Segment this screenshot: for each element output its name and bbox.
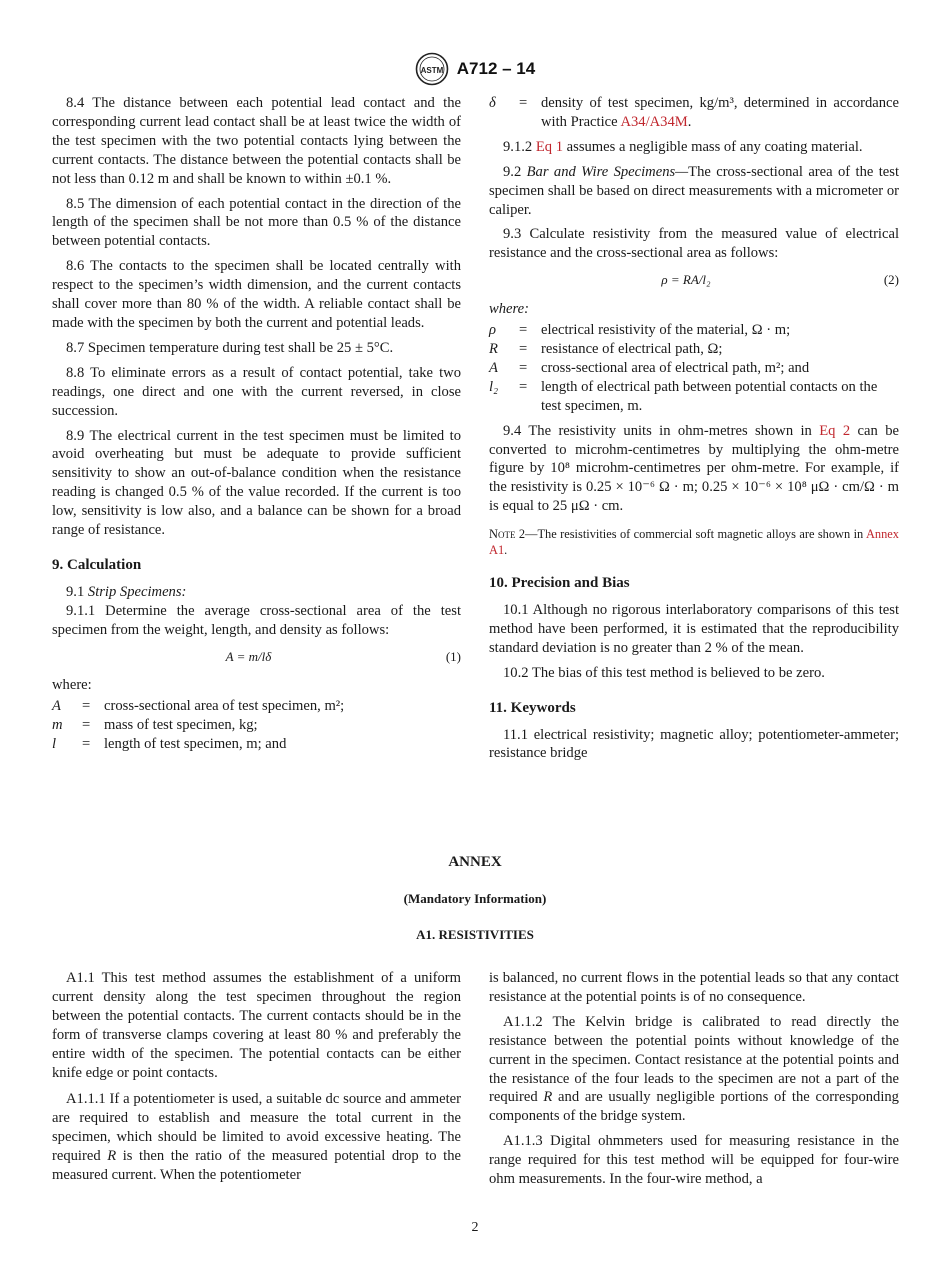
section-heading-9: 9. Calculation bbox=[52, 556, 142, 573]
left-column-top bbox=[52, 94, 461, 754]
definition-equals: = bbox=[82, 736, 91, 753]
definition-equals: = bbox=[519, 378, 528, 395]
astm-logo-icon bbox=[415, 52, 449, 86]
definition-symbol: A bbox=[489, 359, 498, 376]
equation-1-number: (1) bbox=[445, 648, 461, 664]
definition-symbol: A bbox=[52, 698, 61, 715]
section-heading-10: 10. Precision and Bias bbox=[489, 575, 630, 592]
definition-text: cross-sectional area of electrical path, m²; and bbox=[541, 359, 810, 376]
definition-equals: = bbox=[519, 359, 528, 376]
right-column-bottom bbox=[489, 969, 899, 1195]
definition-symbol: l₂ bbox=[489, 378, 499, 395]
paragraph-8-7: 8.7 Specimen temperature during test shall be 25 ± 5°C. bbox=[66, 339, 394, 356]
equation-1 bbox=[52, 648, 461, 667]
annex-subtitle: (Mandatory Information) bbox=[403, 891, 547, 906]
equation-1-formula: A = m/lδ bbox=[225, 648, 272, 664]
definition-text: electrical resistivity of the material, Ω · m; bbox=[541, 322, 791, 339]
paragraph-continuation: is balanced, no current flows in the potential leads so that any contact resistance at the potential points is of no consequence. bbox=[489, 970, 899, 1005]
definition-equals: = bbox=[82, 698, 91, 715]
definition-equals: = bbox=[82, 717, 91, 734]
definition-row bbox=[489, 321, 899, 340]
paragraph-9-1-2: 9.1.2 Eq 1 assumes a negligible mass of any coating material. bbox=[503, 138, 863, 155]
definition-symbol: m bbox=[52, 717, 63, 734]
definition-row bbox=[489, 340, 899, 359]
definition-row bbox=[52, 697, 461, 716]
definition-text: length of test specimen, m; and bbox=[104, 736, 287, 753]
left-column-bottom bbox=[52, 969, 461, 1191]
equation-2 bbox=[489, 271, 899, 290]
link-a34[interactable]: A34/A34M bbox=[620, 113, 688, 130]
note-2: Note 2—The resistivities of commercial soft magnetic alloys are shown in Annex A1. bbox=[489, 527, 899, 558]
paragraph-8-8: 8.8 To eliminate errors as a result of contact potential, take two readings, one direct and one with the current reversed, in close succession. bbox=[52, 364, 461, 419]
paragraph-8-5: 8.5 The dimension of each potential contact in the direction of the length of the specimen shall be not more than 0.5 % of the distance between potential contacts. bbox=[52, 195, 461, 250]
paragraph-10-1: 10.1 Although no rigorous interlaboratory comparisons of this test method have been performed, it is estimated that the reproducibility standard deviation is no greater than 2 % of the mean. bbox=[489, 602, 899, 656]
document-designation: A712 – 14 bbox=[456, 59, 536, 78]
definition-delta: δ = density of test specimen, kg/m³, determined in accordance with Practice A34/A34M. bbox=[489, 95, 899, 130]
equation-2-formula: ρ = RA/l₂ bbox=[661, 272, 711, 288]
definition-text: mass of test specimen, kg; bbox=[104, 717, 258, 734]
svg-text:ASTM: ASTM bbox=[420, 66, 444, 75]
definition-row bbox=[489, 359, 899, 378]
definition-row bbox=[52, 716, 461, 735]
link-eq-1[interactable]: Eq 1 bbox=[535, 138, 564, 155]
paragraph-a1-1-2: A1.1.2 The Kelvin bridge is calibrated to read directly the resistance between the potential points without knowledge of the current in the specimen. Contact resistance at the potential points and the resistance of the four leads to the specimen are not a part of the required R and are usually negligible portions of the corresponding components of the bridge system. bbox=[489, 1013, 899, 1125]
paragraph-9-2: 9.2 Bar and Wire Specimens—The cross-sectional area of the test specimen shall be based on direct measurements with a micrometer or caliper. bbox=[489, 163, 899, 218]
paragraph-8-4: 8.4 The distance between each potential lead contact and the corresponding current lead contact shall be at least twice the width of the test specimen with the two potential contacts lying between the current contacts. The distance between the potential contacts shall be not less than 0.12 m and shall be known to within ±0.1 %. bbox=[52, 95, 461, 187]
paragraph-9-1: 9.1 Strip Specimens: bbox=[66, 583, 187, 600]
definition-row bbox=[52, 735, 461, 754]
definition-symbol: l bbox=[52, 736, 57, 753]
definition-text: cross-sectional area of test specimen, m²; bbox=[104, 698, 345, 715]
paragraph-9-3: 9.3 Calculate resistivity from the measured value of electrical resistance and the cross-sectional area as follows: bbox=[489, 226, 899, 262]
paragraph-8-6: 8.6 The contacts to the specimen shall be located centrally with respect to the specimen’s width dimension, and the current contacts shall cover more than 80 % of the width. A reliable contact shall be made with the specimen by both the current and potential leads. bbox=[52, 258, 461, 331]
paragraph-11-1: 11.1 electrical resistivity; magnetic alloy; potentiometer-ammeter; resistance bridge bbox=[489, 726, 899, 762]
link-annex-a1[interactable]: Annex A1 bbox=[489, 527, 899, 558]
paragraph-9-4: 9.4 The resistivity units in ohm-metres shown in Eq 2 can be converted to microhm-centimetres by multiplying the ohm-metre figure by 10⁸ microhm-centimetres per ohm-metre. For example, if the resistivity is 0.25 × 10⁻⁶ Ω · m; 0.25 × 10⁻⁶ × 10⁸ μΩ · cm/Ω · m is equal to 25 μΩ · cm. bbox=[489, 422, 899, 515]
definition-text: resistance of electrical path, Ω; bbox=[541, 340, 723, 357]
definition-equals: = bbox=[519, 322, 528, 339]
where-label: where: bbox=[489, 301, 529, 318]
definition-equals: = bbox=[519, 340, 528, 357]
right-column-top bbox=[489, 94, 899, 769]
equation-2-number: (2) bbox=[883, 272, 899, 288]
paragraph-a1-1: A1.1 This test method assumes the establishment of a uniform current density along the test specimen throughout the region between the potential contacts. The current contacts should be in the form of transverse clamps covering at least 80 % and preferably the entire width of the specimen. The potential contacts can be either knife edge or point contacts. bbox=[52, 970, 461, 1081]
definition-text: length of electrical path between potential contacts on the test specimen, m. bbox=[541, 378, 878, 414]
definition-symbol: ρ bbox=[489, 322, 497, 339]
section-heading-11: 11. Keywords bbox=[489, 699, 576, 716]
paragraph-a1-1-1: A1.1.1 If a potentiometer is used, a suitable dc source and ammeter are required to establish and measure the total current in the specimen, which should be limited to avoid excessive heating. The required R is then the ratio of the measured potential drop to the measured current. When the potentiometer bbox=[52, 1091, 461, 1184]
paragraph-10-2: 10.2 The bias of this test method is believed to be zero. bbox=[503, 664, 825, 681]
definition-row bbox=[489, 378, 899, 416]
annex-title: ANNEX bbox=[448, 854, 502, 870]
paragraph-8-9: 8.9 The electrical current in the test specimen must be limited to avoid overheating but must be adequate to provide sufficient sensitivity to show an out-of-balance condition when the resistance reading is changed 0.5 % of the value recorded. If the current is too low, sensitivity is low also, and a balance can be shown for a broad range of resistance. bbox=[52, 427, 461, 539]
paragraph-a1-1-3: A1.1.3 Digital ohmmeters used for measuring resistance in the range required for this test method will be equipped for four-wire ohm measurements. In the four-wire method, a bbox=[489, 1133, 899, 1188]
definition-list bbox=[489, 321, 899, 416]
page-header bbox=[0, 52, 950, 86]
annex-section-heading: A1. RESISTIVITIES bbox=[416, 927, 534, 942]
definition-symbol: R bbox=[489, 340, 498, 357]
link-eq-2[interactable]: Eq 2 bbox=[819, 422, 851, 439]
page-number: 2 bbox=[471, 1220, 479, 1235]
where-label: where: bbox=[52, 677, 92, 694]
definition-list bbox=[52, 697, 461, 754]
paragraph-9-1-1: 9.1.1 Determine the average cross-sectional area of the test specimen from the weight, length, and density as follows: bbox=[52, 602, 461, 638]
